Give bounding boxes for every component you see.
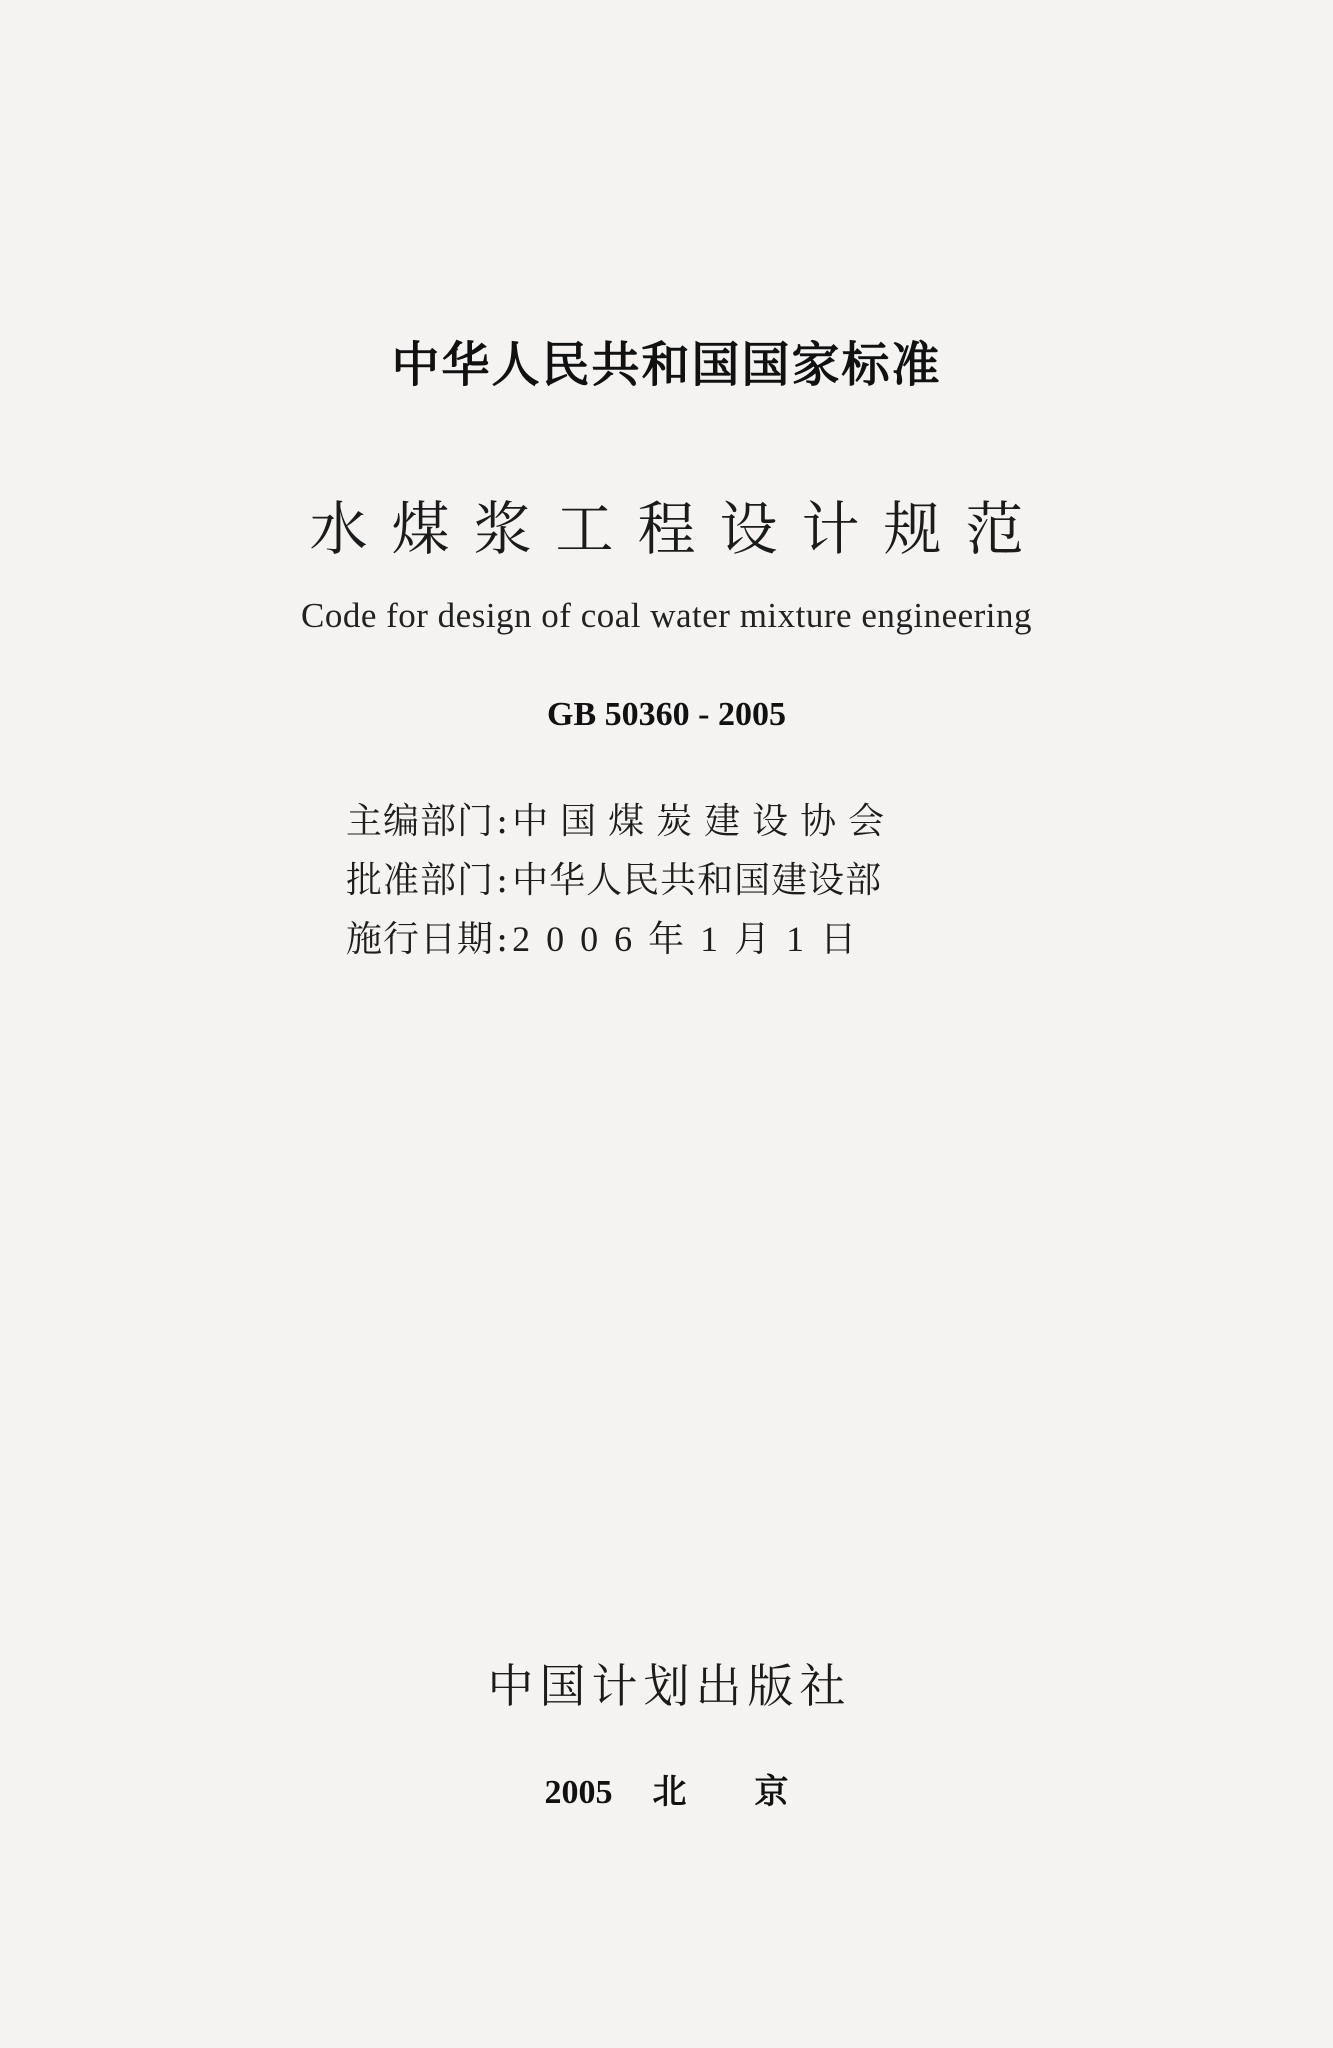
info-row-effective-date bbox=[346, 911, 966, 970]
info-separator: : bbox=[496, 919, 509, 960]
info-row-approval bbox=[346, 852, 966, 911]
info-label: 施行日期 bbox=[346, 919, 495, 960]
info-separator: : bbox=[496, 860, 509, 901]
national-standard-heading: 中华人民共和国国家标准 bbox=[391, 337, 942, 393]
standard-number: GB 50360 - 2005 bbox=[547, 696, 786, 733]
info-value-approval: 中华人民共和国建设部 bbox=[512, 860, 883, 901]
imprint-line bbox=[0, 1764, 1333, 1813]
publisher-name: 中国计划出版社 bbox=[487, 1659, 852, 1713]
standard-title-english: Code for design of coal water mixture engineering bbox=[300, 596, 1033, 635]
info-separator: : bbox=[496, 801, 509, 842]
imprint-city: 北京 bbox=[652, 1772, 857, 1812]
info-label: 主编部门 bbox=[346, 801, 495, 842]
info-value-effective-date: 2006年1月1日 bbox=[512, 919, 873, 959]
standard-info-block bbox=[346, 793, 966, 970]
imprint-year: 2005 bbox=[544, 1774, 613, 1811]
standard-title-chinese: 水煤浆工程设计规范 bbox=[309, 495, 1048, 563]
info-label: 批准部门 bbox=[346, 860, 495, 901]
info-value-chief-editor: 中国煤炭建设协会 bbox=[512, 801, 897, 842]
info-row-chief-editor bbox=[346, 793, 966, 852]
